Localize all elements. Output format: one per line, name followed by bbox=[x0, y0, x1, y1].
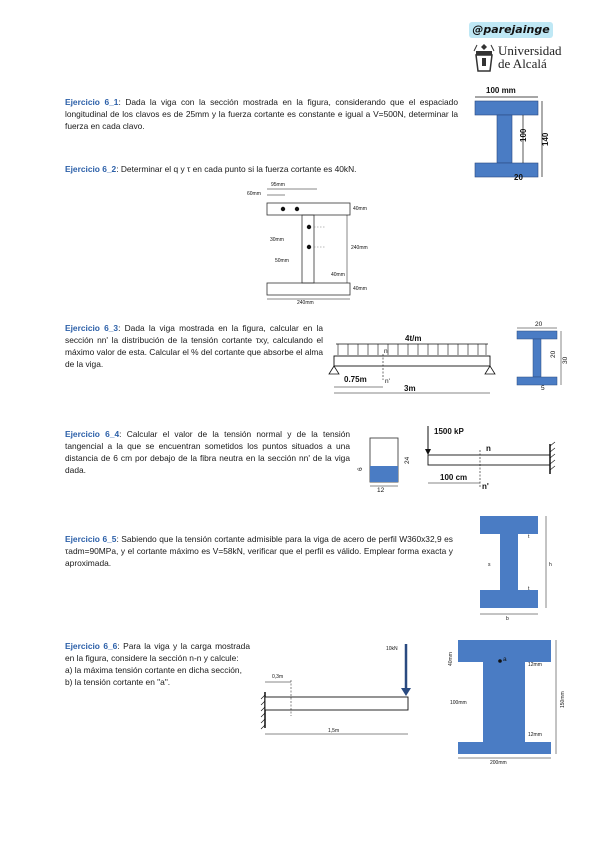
span-label: 1,5m bbox=[328, 728, 340, 734]
web bbox=[483, 662, 525, 742]
exercise-title: Ejercicio 6_4 bbox=[65, 429, 120, 439]
exercise-text: : Determinar el q y τ en cada punto si la fuerza cortante es 40kN. bbox=[116, 164, 357, 174]
top-flange bbox=[517, 331, 557, 339]
height-label: 24 bbox=[404, 456, 411, 464]
figure-6-6-i-section bbox=[440, 636, 570, 766]
height-h-label: h bbox=[549, 562, 552, 568]
figure-6-2-section bbox=[245, 180, 375, 305]
exercise-text: : Sabiendo que la tensión cortante admisible para la viga de acero de perfil W360x32,9 es τadm=90MPa, y el cortante máximo es V=58kN, verificar que el perfil es válido. Emplear forma exacta y aproximada. bbox=[65, 534, 453, 568]
exercise-6-1 bbox=[65, 96, 458, 132]
top-flange bbox=[267, 203, 350, 215]
exercise-title: Ejercicio 6_5 bbox=[65, 534, 117, 544]
web bbox=[497, 115, 512, 163]
beam bbox=[334, 356, 490, 366]
web-label: 5 bbox=[541, 385, 545, 390]
exercise-title: Ejercicio 6_1 bbox=[65, 97, 119, 107]
top-flange bbox=[475, 101, 538, 115]
width-label: 12 bbox=[377, 487, 385, 494]
point-a-label: a bbox=[503, 656, 507, 663]
flange-label: 20 bbox=[514, 173, 523, 182]
bottom-width-label: 240mm bbox=[297, 300, 314, 305]
university-line2: de Alcalá bbox=[498, 56, 547, 71]
left-offset-label: 60mm bbox=[247, 191, 261, 197]
distance-label: 100 cm bbox=[440, 473, 468, 482]
figure-6-3-i-section bbox=[505, 318, 570, 390]
exercise-item-a: a) la máxima tensión cortante en dicha sección, bbox=[65, 665, 242, 675]
exercise-text: : Calcular el valor de la tensión normal y de la tensión tangencial a la que se encuentran sometidos los puntos situados a una distancia de 6 cm por debajo de la fibra neutra en la sección nn' de la viga dada. bbox=[65, 429, 351, 475]
figure-6-1-i-section bbox=[470, 84, 560, 184]
pin-support-icon bbox=[329, 366, 339, 374]
flange-t-bottom-label: t bbox=[528, 586, 530, 592]
web-height-label: 240mm bbox=[351, 245, 368, 251]
section-n-prime-label: n' bbox=[482, 482, 489, 491]
width-b-label: b bbox=[506, 616, 509, 622]
web-label: 100mm bbox=[450, 700, 467, 706]
top-flange-label: 40mm bbox=[353, 206, 367, 212]
flange-thickness-label: 20 bbox=[550, 350, 557, 358]
exercise-6-2 bbox=[65, 163, 425, 175]
web bbox=[500, 534, 518, 590]
top-width-label: 95mm bbox=[271, 182, 285, 188]
roller-support-icon bbox=[485, 366, 495, 374]
bottom-flange bbox=[458, 742, 551, 754]
section-shaded bbox=[370, 466, 398, 482]
top-flange bbox=[480, 516, 538, 534]
section-n-prime-label: n' bbox=[385, 378, 390, 385]
exercise-title: Ejercicio 6_6 bbox=[65, 641, 118, 651]
university-line1: Universidad bbox=[498, 43, 562, 58]
flange-width-label: 20 bbox=[535, 321, 543, 328]
section-n-label: n bbox=[384, 348, 388, 355]
exercise-title: Ejercicio 6_2 bbox=[65, 164, 117, 174]
exercise-item-b: b) la tensión cortante en "a". bbox=[65, 677, 171, 687]
height-label: 150mm bbox=[560, 691, 566, 708]
exercise-text: : Dada la viga con la sección mostrada en la figura, considerando que el espaciado longitudinal de los clavos es de 25mm y la fuerza cortante es constante e igual a V=500N, determinar la fuerza en cada clavo. bbox=[65, 97, 458, 131]
section-n-label: n bbox=[486, 444, 491, 453]
figure-6-4-cantilever bbox=[420, 422, 560, 497]
flange-t-label: 12mm bbox=[528, 662, 542, 668]
width-label: 200mm bbox=[490, 760, 507, 766]
bottom-flange bbox=[267, 283, 350, 295]
distance-label: 0.75m bbox=[344, 375, 367, 384]
exercise-6-6 bbox=[65, 640, 250, 688]
bottom-flange bbox=[475, 163, 538, 177]
load-label: 1500 kP bbox=[434, 427, 464, 436]
university-crest-icon bbox=[473, 43, 495, 73]
spacing1-label: 30mm bbox=[270, 237, 284, 243]
point-load-arrow-icon bbox=[425, 449, 431, 455]
figure-6-5-w-section bbox=[458, 510, 558, 622]
spacing2-label: 50mm bbox=[275, 258, 289, 264]
bottom-flange bbox=[517, 377, 557, 385]
web-label: 100 bbox=[519, 128, 528, 142]
university-name bbox=[498, 44, 562, 70]
distance-label: 0,3m bbox=[272, 674, 284, 680]
exercise-text: : Dada la viga mostrada en la figura, calcular en la sección nn' la distribución de la tensión cortante τxy, calculando el máximo valor de esta. Calcular el % del cortante que absorbe el alma de la viga. bbox=[65, 323, 323, 369]
figure-6-3-beam bbox=[328, 330, 498, 400]
exercise-title: Ejercicio 6_3 bbox=[65, 323, 119, 333]
exercise-6-5 bbox=[65, 533, 453, 569]
exercise-text: : Para la viga y la carga mostrada en la figura, considere la sección n-n y calcule: bbox=[65, 641, 250, 663]
span-label: 3m bbox=[404, 384, 416, 393]
beam bbox=[428, 455, 550, 465]
flange-t-top-label: t bbox=[528, 534, 530, 540]
load-label: 4t/m bbox=[405, 334, 422, 343]
web-s-label: s bbox=[488, 562, 491, 568]
height-label: 140 bbox=[541, 132, 550, 146]
beam bbox=[265, 697, 408, 710]
web bbox=[533, 339, 541, 377]
exercise-6-3 bbox=[65, 322, 323, 370]
bottom-flange-label: 40mm bbox=[353, 286, 367, 292]
figure-6-6-cantilever bbox=[260, 640, 420, 740]
load-label: 10kN bbox=[386, 646, 398, 652]
width-label: 100 mm bbox=[486, 86, 516, 95]
bottom-t-label: 12mm bbox=[528, 732, 542, 738]
web-width-label: 40mm bbox=[331, 272, 345, 278]
bottom-flange bbox=[480, 590, 538, 608]
flange-thickness-label: 40mm bbox=[448, 652, 454, 666]
exercise-6-4 bbox=[65, 428, 350, 476]
author-handle: @parejainge bbox=[469, 22, 553, 38]
figure-6-4-rect-section bbox=[352, 436, 412, 496]
depth-label: 6 bbox=[357, 467, 364, 471]
height-label: 30 bbox=[562, 356, 569, 364]
point-load-arrow-icon bbox=[401, 688, 411, 696]
